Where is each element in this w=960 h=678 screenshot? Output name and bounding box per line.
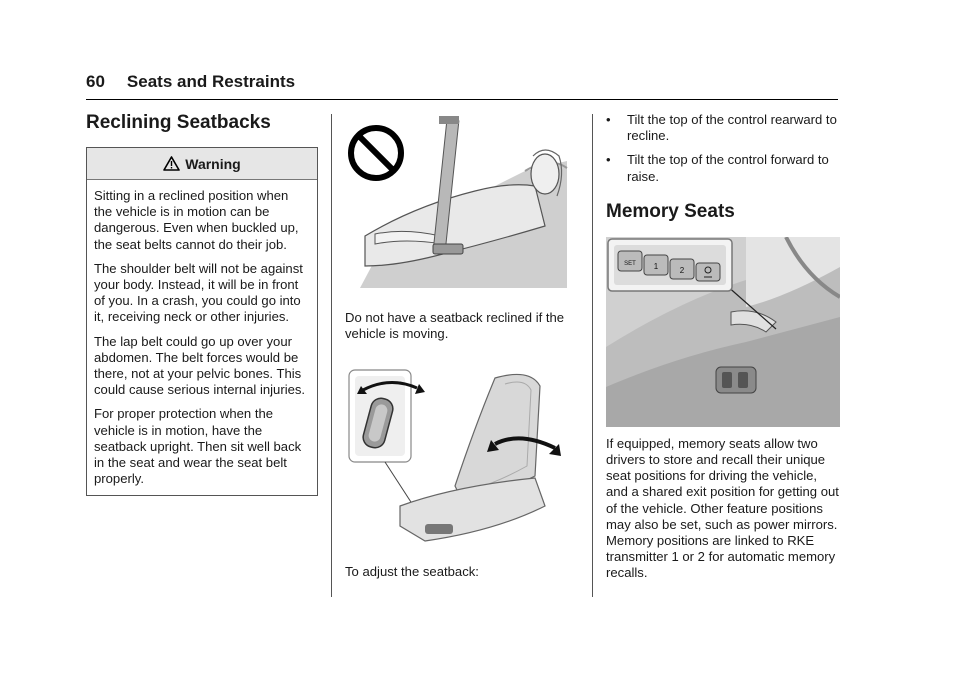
warning-title: Warning [185, 155, 241, 172]
memory-button-exit [696, 263, 720, 281]
column-divider [331, 114, 332, 597]
bullet-symbol: • [606, 152, 611, 168]
memory-button-set-label: SET [624, 260, 636, 267]
warning-box [86, 147, 318, 496]
heading-reclining-seatbacks: Reclining Seatbacks [86, 112, 271, 133]
caption-adjust: To adjust the seatback: [345, 564, 479, 580]
right-column [606, 112, 840, 582]
warning-paragraph: The shoulder belt will not be against your body. Instead, it will be in front of you. In a crash, you could go into it, receiving neck or other injuries. [94, 260, 303, 325]
bullet-text: Tilt the top of the control forward to raise. [627, 152, 829, 184]
seatback-adjust-illustration [345, 366, 570, 548]
bullet-text: Tilt the top of the control rearward to recline. [627, 112, 837, 144]
heading-memory-seats: Memory Seats [606, 200, 735, 222]
bullet-symbol: • [606, 112, 611, 127]
memory-button-1-label: 1 [653, 261, 659, 271]
warning-paragraph: For proper protection when the vehicle is in motion, have the seatback upright. Then sit well back in the seat and wear the seat belt properly. [94, 406, 302, 487]
warning-header [87, 148, 317, 180]
reclined-occupant-illustration [345, 116, 570, 290]
section-title: Seats and Restraints [126, 72, 296, 91]
warning-triangle-icon [163, 156, 180, 171]
middle-column [345, 116, 570, 581]
instruction-list [606, 112, 840, 185]
list-item [606, 112, 840, 144]
prohibition-icon [351, 128, 401, 178]
column-divider [592, 114, 593, 597]
list-item [606, 152, 840, 184]
page-number: 60 [86, 72, 105, 91]
left-column [86, 112, 318, 496]
warning-paragraph: The lap belt could go up over your abdomen. The belt forces would be there, not at your pelvic bones. This could cause serious internal injuries. [94, 333, 306, 398]
caption-recline: Do not have a seatback reclined if the vehicle is moving. [345, 310, 565, 342]
warning-body [87, 180, 317, 495]
memory-seats-paragraph: If equipped, memory seats allow two drivers to store and recall their unique seat positions for driving the vehicle, and a shared exit position for getting out of the vehicle. Other feature positions may also be set, such as power mirrors. Memory positions are linked to RKE transmitter 1 or 2 for automatic memory recalls. [606, 435, 839, 581]
warning-paragraph: Sitting in a reclined position when the vehicle is in motion can be dangerous. Even when buckled up, the seat belts cannot do their job. [94, 188, 299, 252]
memory-seat-buttons-illustration [606, 237, 840, 427]
page-header [86, 72, 838, 100]
memory-button-2-label: 2 [679, 265, 685, 275]
